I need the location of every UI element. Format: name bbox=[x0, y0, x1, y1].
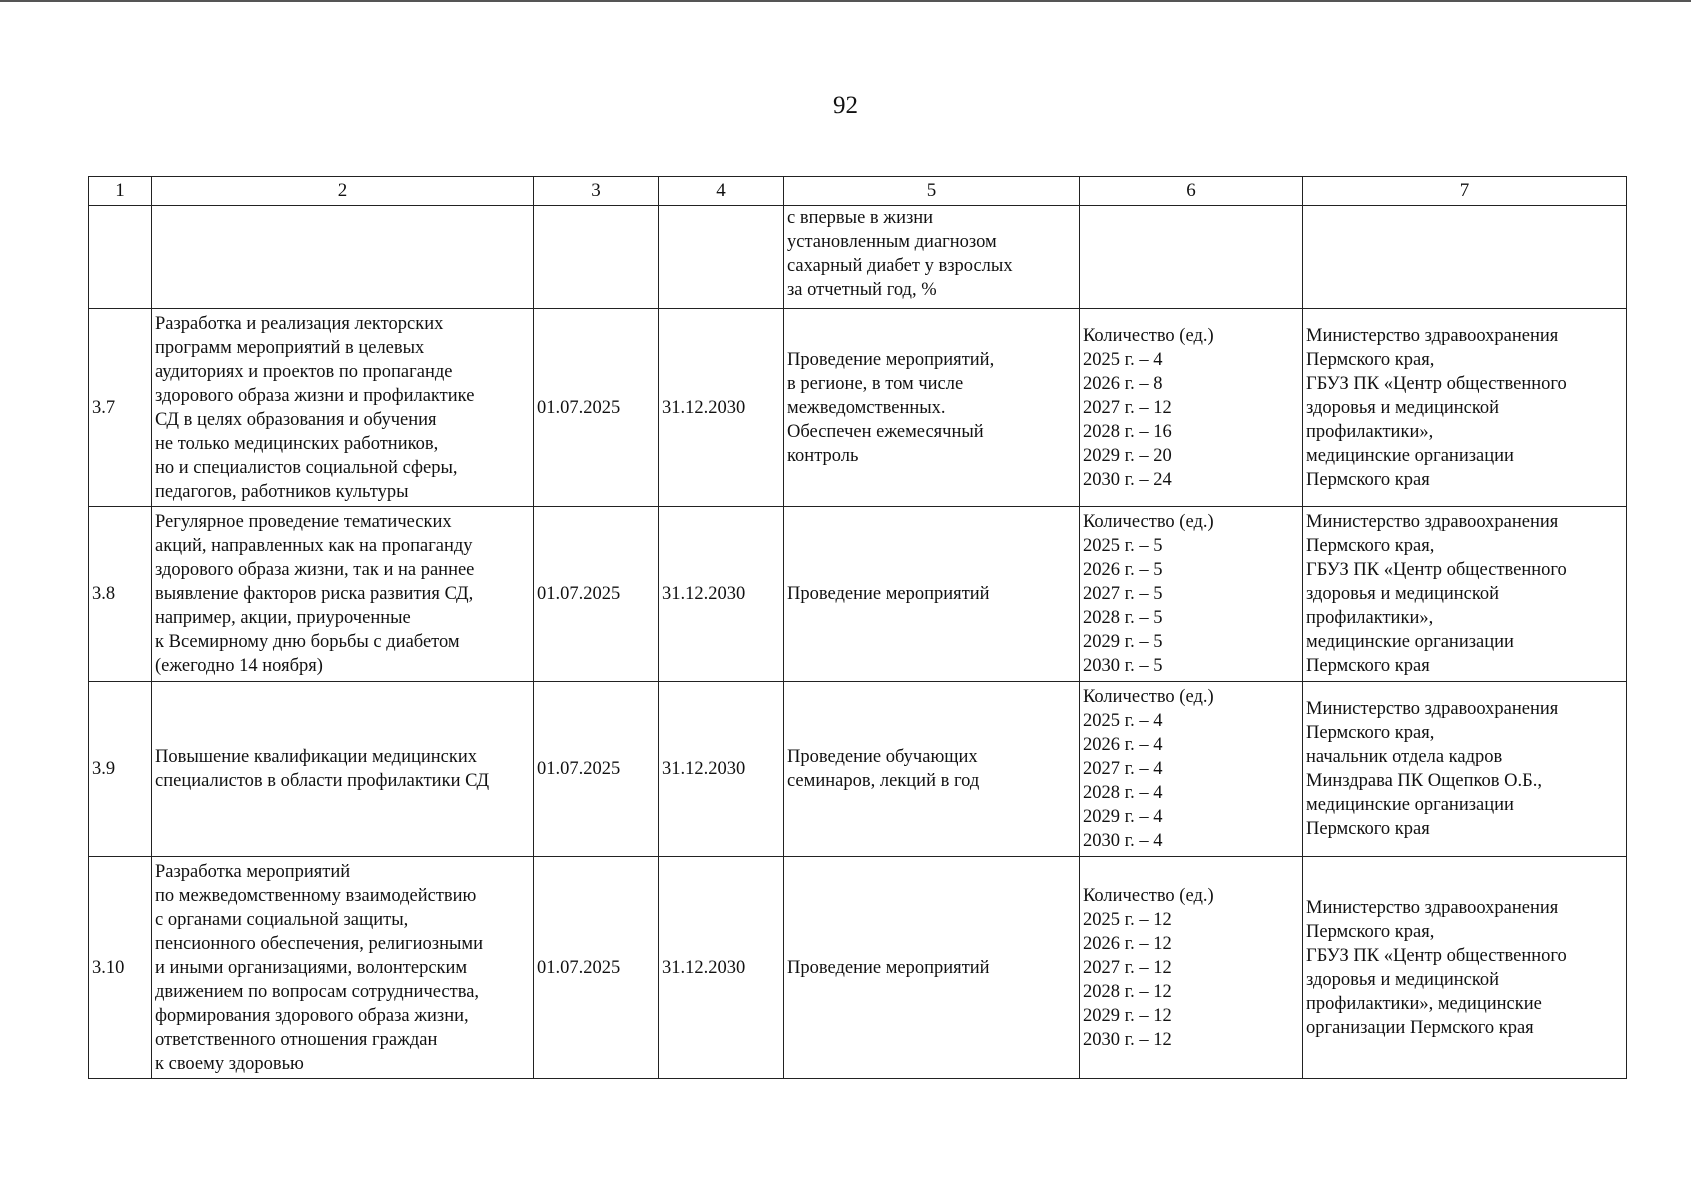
text-line: Проведение обучающих bbox=[787, 747, 978, 767]
row-id: 3.8 bbox=[89, 507, 152, 682]
text-line: 2025 г. – 4 bbox=[1083, 711, 1163, 731]
column-number: 3 bbox=[534, 177, 659, 206]
text-line: акций, направленных как на пропаганду bbox=[155, 536, 473, 556]
text-line: ГБУЗ ПК «Центр общественного bbox=[1306, 560, 1567, 580]
text-line: 2027 г. – 12 bbox=[1083, 397, 1172, 418]
responsible-cell bbox=[1303, 206, 1627, 309]
text-line: Министерство здравоохранения bbox=[1306, 897, 1559, 918]
text-line: 2027 г. – 12 bbox=[1083, 957, 1172, 978]
text-line: специалистов в области профилактики СД bbox=[155, 771, 490, 791]
text-line: Министерство здравоохранения bbox=[1306, 699, 1559, 719]
text-line: 2027 г. – 5 bbox=[1083, 584, 1163, 604]
text-line: формирования здорового образа жизни, bbox=[155, 1005, 469, 1026]
indicator-cell bbox=[1080, 507, 1303, 682]
result-cell bbox=[784, 309, 1080, 507]
text-line: здоровья и медицинской bbox=[1306, 584, 1500, 604]
text-line: здоровья и медицинской bbox=[1306, 397, 1500, 418]
text-line: Пермского края bbox=[1306, 819, 1430, 839]
text-line: 2029 г. – 5 bbox=[1083, 632, 1163, 652]
scan-edge bbox=[0, 0, 1691, 2]
text-line: ГБУЗ ПК «Центр общественного bbox=[1306, 945, 1567, 966]
column-number: 1 bbox=[89, 177, 152, 206]
text-line: Пермского края, bbox=[1306, 536, 1435, 556]
text-line: Министерство здравоохранения bbox=[1306, 512, 1559, 532]
text-line: педагогов, работников культуры bbox=[155, 481, 409, 502]
start-date: 01.07.2025 bbox=[534, 682, 659, 857]
text-line: но и специалистов социальной сферы, bbox=[155, 457, 458, 478]
text-line: с органами социальной защиты, bbox=[155, 909, 409, 930]
end-date: 31.12.2030 bbox=[659, 309, 784, 507]
text-line: 2027 г. – 4 bbox=[1083, 759, 1163, 779]
text-line: межведомственных. bbox=[787, 397, 946, 418]
column-number: 5 bbox=[784, 177, 1080, 206]
table-row bbox=[89, 309, 1627, 507]
indicator-cell bbox=[1080, 682, 1303, 857]
text-line: Пермского края, bbox=[1306, 349, 1435, 370]
plan-table bbox=[88, 176, 1627, 1079]
text-line: и иными организациями, волонтерским bbox=[155, 957, 468, 978]
result-cell bbox=[784, 206, 1080, 309]
start-date-cell bbox=[534, 206, 659, 309]
table-row bbox=[89, 857, 1627, 1079]
responsible-cell bbox=[1303, 309, 1627, 507]
text-line: 2025 г. – 12 bbox=[1083, 909, 1172, 930]
text-line: здорового образа жизни, так и на раннее bbox=[155, 560, 475, 580]
text-line: 2030 г. – 4 bbox=[1083, 831, 1163, 851]
text-line: 2030 г. – 12 bbox=[1083, 1029, 1172, 1050]
text-line: Проведение мероприятий bbox=[787, 584, 990, 604]
text-line: медицинские организации bbox=[1306, 795, 1514, 815]
text-line: профилактики», bbox=[1306, 608, 1434, 628]
row-id: 3.9 bbox=[89, 682, 152, 857]
text-line: к своему здоровью bbox=[155, 1053, 304, 1074]
text-line: профилактики», медицинские bbox=[1306, 993, 1542, 1014]
indicator-cell bbox=[1080, 309, 1303, 507]
text-line: 2026 г. – 4 bbox=[1083, 735, 1163, 755]
text-line: за отчетный год, % bbox=[787, 280, 937, 300]
text-line: 2026 г. – 5 bbox=[1083, 560, 1163, 580]
text-line: медицинские организации bbox=[1306, 445, 1514, 466]
text-line: Обеспечен ежемесячный bbox=[787, 421, 984, 442]
text-line: не только медицинских работников, bbox=[155, 433, 439, 454]
activity-cell bbox=[152, 309, 534, 507]
text-line: здоровья и медицинской bbox=[1306, 969, 1500, 990]
row-id-cell bbox=[89, 206, 152, 309]
text-line: 2029 г. – 12 bbox=[1083, 1005, 1172, 1026]
text-line: семинаров, лекций в год bbox=[787, 771, 980, 791]
table-row bbox=[89, 682, 1627, 857]
text-line: ответственного отношения граждан bbox=[155, 1029, 438, 1050]
result-cell bbox=[784, 507, 1080, 682]
text-line: к Всемирному дню борьбы с диабетом bbox=[155, 632, 460, 652]
text-line: 2025 г. – 5 bbox=[1083, 536, 1163, 556]
text-line: 2028 г. – 5 bbox=[1083, 608, 1163, 628]
end-date: 31.12.2030 bbox=[659, 507, 784, 682]
result-cell bbox=[784, 857, 1080, 1079]
text-line: с впервые в жизни bbox=[787, 208, 934, 228]
text-line: Министерство здравоохранения bbox=[1306, 325, 1559, 346]
text-line: медицинские организации bbox=[1306, 632, 1514, 652]
text-line: начальник отдела кадров bbox=[1306, 747, 1503, 767]
table-row bbox=[89, 507, 1627, 682]
text-line: Проведение мероприятий, bbox=[787, 349, 995, 370]
text-line: 2028 г. – 4 bbox=[1083, 783, 1163, 803]
text-line: СД в целях образования и обучения bbox=[155, 409, 437, 430]
text-line: Разработка и реализация лекторских bbox=[155, 313, 444, 334]
text-line: контроль bbox=[787, 445, 859, 466]
activity-cell bbox=[152, 206, 534, 309]
text-line: Разработка мероприятий bbox=[155, 861, 351, 882]
responsible-cell bbox=[1303, 857, 1627, 1079]
text-line: Пермского края bbox=[1306, 469, 1430, 490]
text-line: Проведение мероприятий bbox=[787, 957, 990, 978]
text-line: 2025 г. – 4 bbox=[1083, 349, 1163, 370]
text-line: Регулярное проведение тематических bbox=[155, 512, 452, 532]
text-line: 2026 г. – 12 bbox=[1083, 933, 1172, 954]
text-line: 2030 г. – 24 bbox=[1083, 469, 1172, 490]
activity-cell bbox=[152, 507, 534, 682]
start-date: 01.07.2025 bbox=[534, 309, 659, 507]
text-line: организации Пермского края bbox=[1306, 1017, 1534, 1038]
text-line: 2029 г. – 20 bbox=[1083, 445, 1172, 466]
text-line: Количество (ед.) bbox=[1083, 325, 1214, 346]
text-line: сахарный диабет у взрослых bbox=[787, 256, 1013, 276]
indicator-cell bbox=[1080, 857, 1303, 1079]
column-number: 2 bbox=[152, 177, 534, 206]
responsible-cell bbox=[1303, 507, 1627, 682]
start-date: 01.07.2025 bbox=[534, 857, 659, 1079]
text-line: 2028 г. – 12 bbox=[1083, 981, 1172, 1002]
text-line: Пермского края, bbox=[1306, 921, 1435, 942]
text-line: (ежегодно 14 ноября) bbox=[155, 656, 323, 676]
start-date: 01.07.2025 bbox=[534, 507, 659, 682]
text-line: Минздрава ПК Ощепков О.Б., bbox=[1306, 771, 1542, 791]
text-line: Количество (ед.) bbox=[1083, 687, 1214, 707]
responsible-cell bbox=[1303, 682, 1627, 857]
end-date-cell bbox=[659, 206, 784, 309]
indicator-cell bbox=[1080, 206, 1303, 309]
text-line: выявление факторов риска развития СД, bbox=[155, 584, 474, 604]
column-number: 7 bbox=[1303, 177, 1627, 206]
text-line: Количество (ед.) bbox=[1083, 512, 1214, 532]
text-line: установленным диагнозом bbox=[787, 232, 997, 252]
text-line: Пермского края, bbox=[1306, 723, 1435, 743]
text-line: 2028 г. – 16 bbox=[1083, 421, 1172, 442]
text-line: 2029 г. – 4 bbox=[1083, 807, 1163, 827]
column-number: 6 bbox=[1080, 177, 1303, 206]
row-id: 3.7 bbox=[89, 309, 152, 507]
activity-cell bbox=[152, 682, 534, 857]
text-line: Повышение квалификации медицинских bbox=[155, 747, 478, 767]
text-line: по межведомственному взаимодействию bbox=[155, 885, 477, 906]
text-line: 2030 г. – 5 bbox=[1083, 656, 1163, 676]
column-number-row bbox=[89, 177, 1627, 206]
text-line: программ мероприятий в целевых bbox=[155, 337, 425, 358]
text-line: ГБУЗ ПК «Центр общественного bbox=[1306, 373, 1567, 394]
text-line: 2026 г. – 8 bbox=[1083, 373, 1163, 394]
result-cell bbox=[784, 682, 1080, 857]
row-id: 3.10 bbox=[89, 857, 152, 1079]
text-line: Количество (ед.) bbox=[1083, 885, 1214, 906]
text-line: пенсионного обеспечения, религиозными bbox=[155, 933, 484, 954]
text-line: в регионе, в том числе bbox=[787, 373, 964, 394]
column-number: 4 bbox=[659, 177, 784, 206]
text-line: аудиториях и проектов по пропаганде bbox=[155, 361, 453, 382]
page-number: 92 bbox=[833, 92, 858, 119]
text-line: профилактики», bbox=[1306, 421, 1434, 442]
table-row-continuation bbox=[89, 206, 1627, 309]
end-date: 31.12.2030 bbox=[659, 682, 784, 857]
activity-cell bbox=[152, 857, 534, 1079]
text-line: Пермского края bbox=[1306, 656, 1430, 676]
text-line: здорового образа жизни и профилактике bbox=[155, 385, 475, 406]
end-date: 31.12.2030 bbox=[659, 857, 784, 1079]
text-line: движением по вопросам сотрудничества, bbox=[155, 981, 480, 1002]
text-line: например, акции, приуроченные bbox=[155, 608, 411, 628]
